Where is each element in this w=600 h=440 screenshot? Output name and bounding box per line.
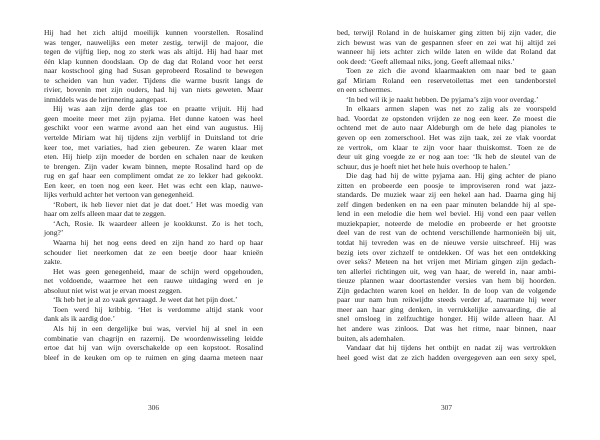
text-line: geven op een zomerschool. Het was zijn taak, zei ze vlak voordat xyxy=(337,133,556,143)
text-line: naar kostschool ging had Susan geprobeerd Rosalind te bewegen xyxy=(44,66,263,76)
text-line: In elkaars armen slapen was net zo zalig als ze voorspeld xyxy=(346,104,556,114)
text-line: inmiddels was de herinnering aangepast. xyxy=(44,94,168,104)
text-line: ‘In bed wil ik je naakt hebben. De pyjama’s zijn voor overdag.’ xyxy=(346,94,539,104)
left-page-body xyxy=(44,28,263,362)
text-line: schuur, dus je hoeft niet het hele huis overhoop te halen.’ xyxy=(337,161,511,171)
text-line: te brengen. Zijn vader kwam binnen, mepte Rosalind hard op de xyxy=(44,161,263,171)
text-line: zich bewust was van de gespannen sfeer en zei wat hij altijd zei xyxy=(337,37,556,47)
text-line: te scheiden van hun vader. Tijdens die warme busrit langs de xyxy=(44,75,263,85)
text-line: bleef in de keuken om op te ruimen en ging daarna meteen naar xyxy=(44,352,263,362)
right-page-body xyxy=(337,28,556,362)
text-line: Toen werd hij kribbig. ‘Het is verdomme altijd stank voor xyxy=(53,304,263,314)
text-line: tieuze plannen waar doortastender versies van hem bij hoorden. xyxy=(337,276,556,286)
page-number-right: 307 xyxy=(440,403,453,412)
text-line: zitten en probeerde een poosje te improviseren rond wat jazz- xyxy=(337,180,556,190)
text-line: muziekpapier, noteerde de melodie en probeerde er het grootste xyxy=(337,218,556,228)
text-line: wanneer hij iets achter zich wilde laten en wilde dat Roland dat xyxy=(337,47,556,57)
text-line: keer toe, met variaties, had zien gebeuren. Ze waren klaar met xyxy=(44,142,263,152)
text-line: Als hij in een dergelijke bui was, verviel hij al snel in een xyxy=(53,323,263,333)
text-line: paar uur nam hun reikwijdte steeds verder af, naarmate hij weer xyxy=(337,295,556,305)
text-line: Waarna hij het nog eens deed en zijn hand zo hard op haar xyxy=(53,238,263,248)
text-line: Toen ze zich die avond klaarmaakten om naar bed te gaan xyxy=(346,66,556,76)
text-line: lijks verhuld achter het vertoon van genegenheid. xyxy=(44,190,194,200)
text-line: ook deed: ‘Geeft allemaal niks, jong. Geeft allemaal niks.’ xyxy=(337,56,515,66)
text-line: standards. De muziek waar zij een hekel aan had. Daarna ging hij xyxy=(337,190,556,200)
text-line: zakte. xyxy=(44,257,62,267)
text-line: ‘Ach, Rosie. Ik waardeer alleen je kookkunst. Zo is het toch, xyxy=(53,218,263,228)
text-line: lend in een melodie die hem wel beviel. Hij vond een paar vellen xyxy=(337,209,556,219)
text-line: Het was geen genegenheid, maar de schijn werd opgehouden, xyxy=(53,266,263,276)
text-line: over seks? Meteen na het vrijen met Miriam gingen zijn gedach- xyxy=(337,257,556,267)
text-line: rivier, bovenin met zijn ouders, had hij van niets geweten. Maar xyxy=(44,85,263,95)
text-line: totdat hij tevreden was en de nieuwe versie uitschreef. Hij was xyxy=(337,238,556,248)
text-line: rug en gaf haar een compliment omdat ze zo lekker had gekookt. xyxy=(44,171,263,181)
text-line: één klap kunnen doodslaan. Op de dag dat Roland voor het eerst xyxy=(44,56,263,66)
text-line: en een scheermes. xyxy=(337,85,393,95)
text-line: het andere was zinloos. Dat was het ritme, naar binnen, naar xyxy=(337,323,556,333)
text-line: geschikt voor een warme avond aan het eind van augustus. Hij xyxy=(44,123,263,133)
text-line: absoluut niet wist wat je ervan moest zeggen. xyxy=(44,285,182,295)
text-line: Vandaar dat hij tijdens het ontbijt en nadat zij was vertrokken xyxy=(346,343,556,353)
text-line: ‘Robert, ik heb liever niet dat je dat doet.’ Het was moedig van xyxy=(53,199,263,209)
text-line: vertelde Miriam wat hij tijdens zijn verblijf in Duitsland tot drie xyxy=(44,133,263,143)
text-line: net voldoende, waarmee het een rauwe uitdaging werd en je xyxy=(44,276,263,286)
text-line: meer aan haar ging denken, in verrukkelijke aanvaarding, die al xyxy=(337,304,556,314)
text-line: snel omsloeg in zelfzuchtige honger. Hij wilde alleen haar. Al xyxy=(337,314,556,324)
text-line: Een keer, en toen nog een keer. Het was echt een klap, nauwe- xyxy=(44,180,263,190)
text-line: Zijn gedachten waren koel en helder. In de loop van de volgende xyxy=(337,285,556,295)
text-line: geen moeite meer met zijn pyjama. Het dunne katoen was heel xyxy=(44,113,263,123)
text-line: tegen de vijftig liep, nog zo sterk was als altijd. Hij had haar met xyxy=(44,47,263,57)
text-line: bezig iets over zichzelf te ontdekken. Of was het een ontdekking xyxy=(337,247,556,257)
text-line: ten allerlei richtingen uit, weg van haar, de wereld in, naar ambi- xyxy=(337,266,556,276)
page-number-left: 306 xyxy=(147,403,160,412)
text-line: deel van de rest van de ochtend verschillende harmonieën bij uit, xyxy=(337,228,556,238)
text-line: jong?’ xyxy=(44,228,64,238)
text-line: dank als ik aardig doe.’ xyxy=(44,314,116,324)
text-line: Hij was aan zijn derde glas toe en praatte vrijuit. Hij had xyxy=(53,104,263,114)
text-line: ertoe dat hij van wijn overschakelde op een kopstoot. Rosalind xyxy=(44,343,263,353)
text-line: Die dag had hij de witte pyjama aan. Hij ging achter de piano xyxy=(346,171,556,181)
text-line: haar om zelfs alleen maar dat te zeggen. xyxy=(44,209,166,219)
text-line: ochtend met de auto naar Aldeburgh om de hele dag pianoles te xyxy=(337,123,556,133)
text-line: had. Voordat ze opstonden vrijden ze nog een keer. Ze moest die xyxy=(337,113,556,123)
text-line: deur uit ging voegde ze er nog aan toe: ‘Ik heb de sleutel van de xyxy=(337,152,556,162)
text-line: ‘Ik heb het je al zo vaak gevraagd. Je weet dat het pijn doet.’ xyxy=(53,295,238,305)
text-line: eten. Hij hielp zijn moeder de borden en schalen naar de keuken xyxy=(44,152,263,162)
text-line: schouder liet neerkomen dat ze een beetje door haar knieën xyxy=(44,247,263,257)
text-line: bed, terwijl Roland in de huiskamer ging zitten bij zijn vader, die xyxy=(337,28,556,37)
text-line: was tenger, nauwelijks een meter zestig, terwijl de majoor, die xyxy=(44,37,263,47)
text-line: ze vertrok, om klaar te zijn voor haar thuiskomst. Toen ze de xyxy=(337,142,556,152)
text-line: buiten, als ademhalen. xyxy=(337,333,405,343)
text-line: zelf dingen bedenken en na een paar minuten belandde hij al spe- xyxy=(337,199,556,209)
text-line: heel goed wist dat ze zich hadden overgegeven aan een sexy spel, xyxy=(337,352,556,362)
text-line: Hij had het zich altijd moeilijk kunnen voorstellen. Rosalind xyxy=(44,28,263,37)
text-line: gaf Miriam Roland een reservetoilettas met een tandenborstel xyxy=(337,75,556,85)
text-line: combinatie van chagrijn en razernij. De woordenwisseling leidde xyxy=(44,333,263,343)
